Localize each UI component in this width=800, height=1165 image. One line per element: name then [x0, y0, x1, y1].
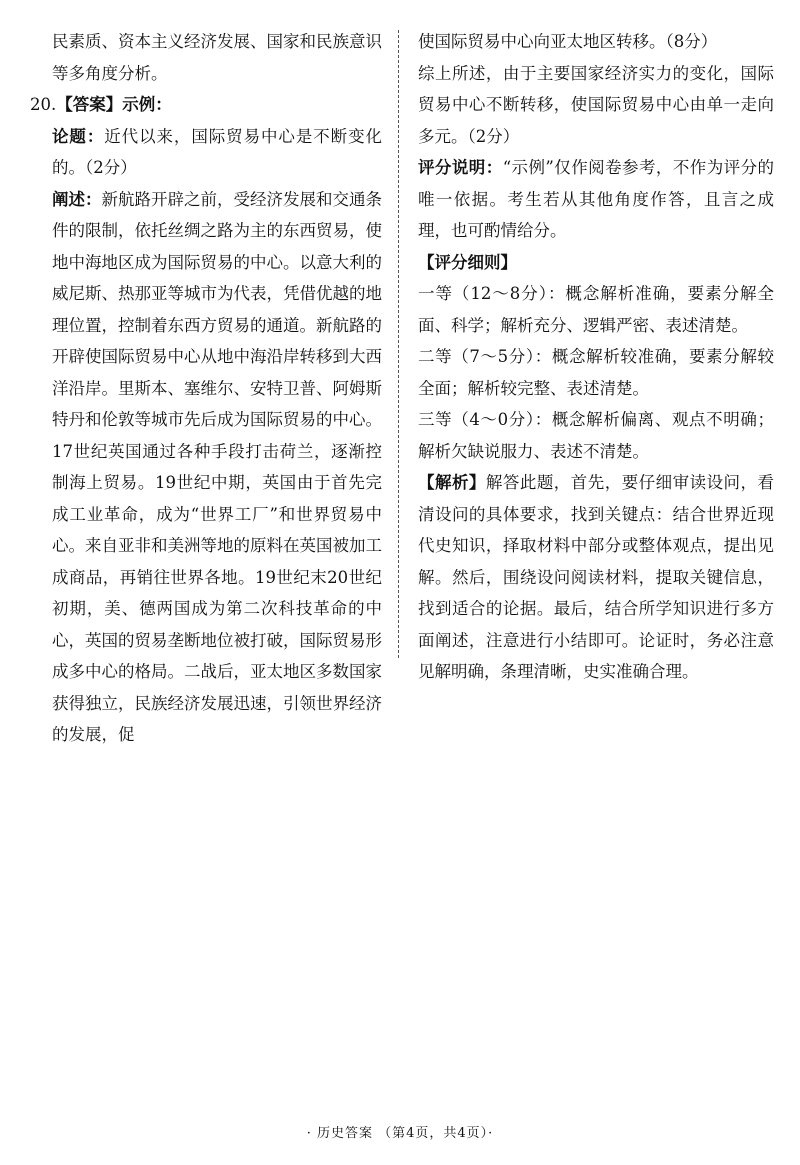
- elaboration-paragraph: [30, 184, 382, 751]
- scoring-label: 评分说明：: [418, 158, 503, 177]
- left-column: [30, 26, 382, 751]
- analysis-paragraph: [418, 467, 774, 688]
- answer-label: 【答案】示例：: [56, 95, 172, 114]
- elaboration-text: 新航路开辟之前，受经济发展和交通条件的限制，依托丝绸之路为主的东西贸易，使地中海地区成为国际贸易的中心。以意大利的威尼斯、热那亚等城市为代表，凭借优越的地理位置，控制着东西方贸易的通道。新航路的开辟使国际贸易中心从地中海沿岸转移到大西洋沿岸。里斯本、塞维尔、安特卫普、阿姆斯特丹和伦敦等城市先后成为国际贸易的中心。17世纪英国通过各种手段打击荷兰，逐渐控制海上贸易。19世纪中期，英国由于首先完成工业革命，成为“世界工厂”和世界贸易中心。来自亚非和美洲等地的原料在英国被加工成商品，再销往世界各地。19世纪末20世纪初期，美、德两国成为第二次科技革命的中心，英国的贸易垄断地位被打破，国际贸易形成多中心的格局。二战后，亚太地区多数国家获得独立，民族经济发展迅速，引领世界经济的发展，促: [52, 189, 382, 744]
- thesis-label: 论题：: [52, 126, 105, 146]
- analysis-label: 【解析】: [418, 473, 486, 492]
- grade-second: 二等（7～5分）：概念解析较准确，要素分解较全面；解析较完整、表述清楚。: [418, 347, 774, 398]
- page-footer: · 历史答案 （第4页，共4页）·: [306, 1126, 494, 1141]
- grade-third: 三等（4～0分）：概念解析偏离、观点不明确；解析欠缺说服力、表述不清楚。: [418, 410, 774, 461]
- scoring-note: [418, 152, 774, 247]
- thesis-paragraph: [30, 121, 382, 184]
- scoring-text: “示例”仅作阅卷参考，不作为评分的唯一依据。考生若从其他角度作答，且言之成理，也可酌情给分。: [418, 158, 775, 240]
- analysis-text: 解答此题，首先，要仔细审读设问，看清设问的具体要求，找到关键点：结合世界近现代史知识，择取材料中部分或整体观点，提出见解。然后，围绕设问阅读材料，提取关键信息，找到适合的论据。最后，结合所学知识进行多方面阐述，注意进行小结即可。论证时，务必注意见解明确，条理清晰，史实准确合理。: [418, 473, 775, 681]
- question-20-header: [30, 89, 382, 121]
- rubric-heading: 【评分细则】: [418, 252, 517, 272]
- elaboration-label: 阐述：: [52, 189, 102, 209]
- question-number: 20.: [30, 95, 57, 114]
- elaboration-continued: 使国际贸易中心向亚太地区转移。（8分）: [418, 32, 718, 51]
- grade-first: 一等（12～8分）：概念解析准确，要素分解全面、科学；解析充分、逻辑严密、表述清楚。: [418, 284, 774, 335]
- column-divider: [398, 30, 399, 658]
- right-column: [418, 26, 774, 688]
- summary-paragraph: 综上所述，由于主要国家经济实力的变化，国际贸易中心不断转移，使国际贸易中心由单一走向多元。（2分）: [418, 63, 774, 146]
- continued-text: 民素质、资本主义经济发展、国家和民族意识等多角度分析。: [52, 32, 382, 83]
- thesis-text: 近代以来，国际贸易中心是不断变化的。（2分）: [52, 126, 383, 177]
